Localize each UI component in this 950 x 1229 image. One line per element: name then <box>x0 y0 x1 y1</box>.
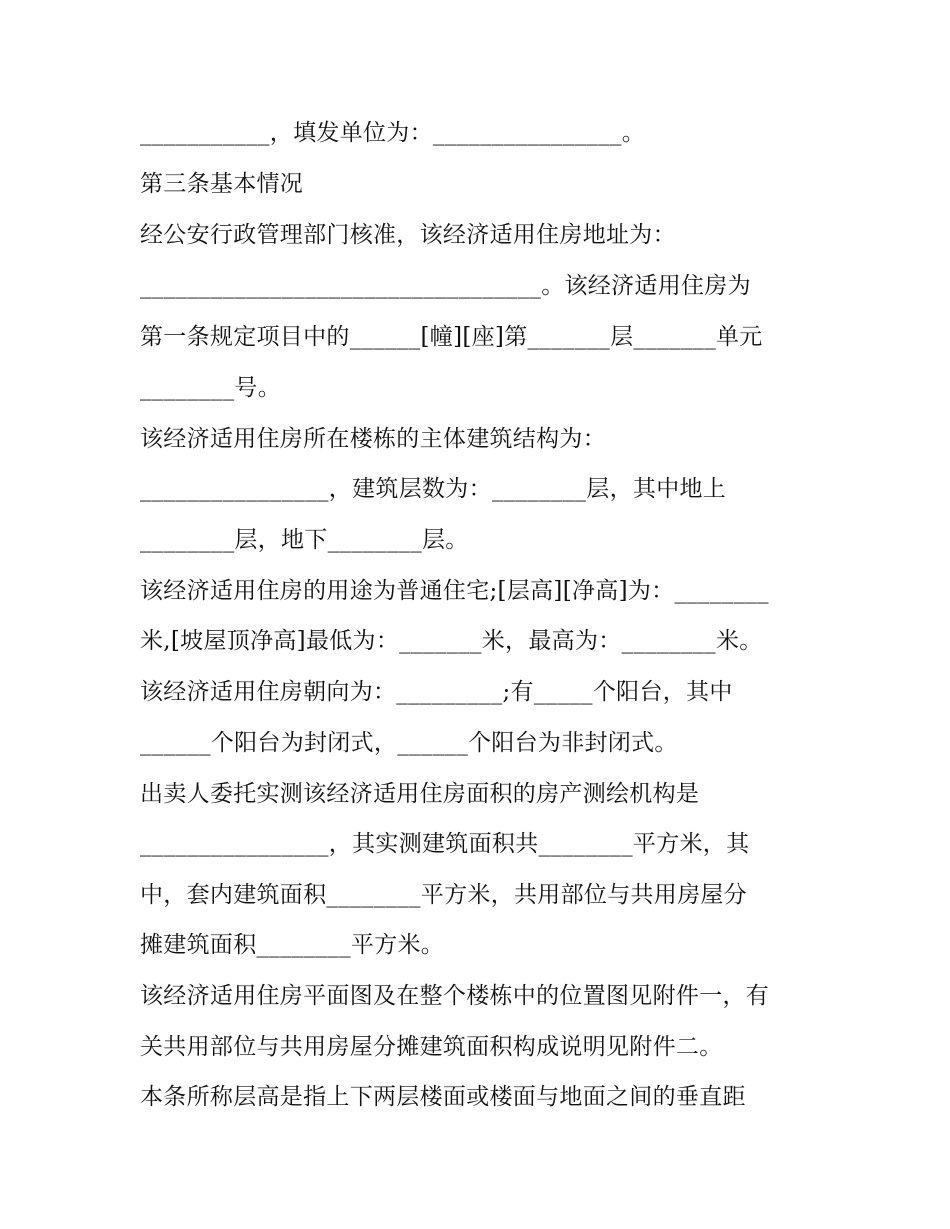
text-line: 本条所称层高是指上下两层楼面或楼面与地面之间的垂直距 <box>140 1084 746 1110</box>
text-line: 该经济适用住房的用途为普通住宅;[层高][净高]为：________ <box>140 578 769 604</box>
text-line: 摊建筑面积________平方米。 <box>140 932 445 958</box>
text-line: 该经济适用住房所在楼栋的主体建筑结构为： <box>140 426 606 452</box>
text-line: ________层，地下________层。 <box>140 527 469 553</box>
text-line: 关共用部位与共用房屋分摊建筑面积构成说明见附件二。 <box>140 1034 723 1060</box>
text-line: 该经济适用住房平面图及在整个楼栋中的位置图见附件一，有 <box>140 983 770 1009</box>
text-line: 出卖人委托实测该经济适用住房面积的房产测绘机构是 <box>140 781 700 807</box>
text-line: 该经济适用住房朝向为：_________;有_____个阳台，其中 <box>140 679 733 705</box>
section-heading: 第三条基本情况 <box>140 171 304 197</box>
text-line: 经公安行政管理部门核准，该经济适用住房地址为： <box>140 222 676 248</box>
text-line: 第一条规定项目中的______[幢][座]第_______层_______单元 <box>140 324 763 350</box>
text-line: 中，套内建筑面积________平方米，共用部位与共用房屋分 <box>140 882 747 908</box>
text-line: ________________，建筑层数为：________层，其中地上 <box>140 476 727 502</box>
text-line: ___________，填发单位为：________________。 <box>140 120 645 146</box>
text-line: ________号。 <box>140 375 281 401</box>
text-line: __________________________________。该经济适用住房为 <box>140 273 751 299</box>
text-line: 米,[坡屋顶净高]最低为：_______米，最高为：________米。 <box>140 628 763 654</box>
text-line: ______个阳台为封闭式，______个阳台为非封闭式。 <box>140 730 678 756</box>
text-line: ________________，其实测建筑面积共________平方米，其 <box>140 831 750 857</box>
